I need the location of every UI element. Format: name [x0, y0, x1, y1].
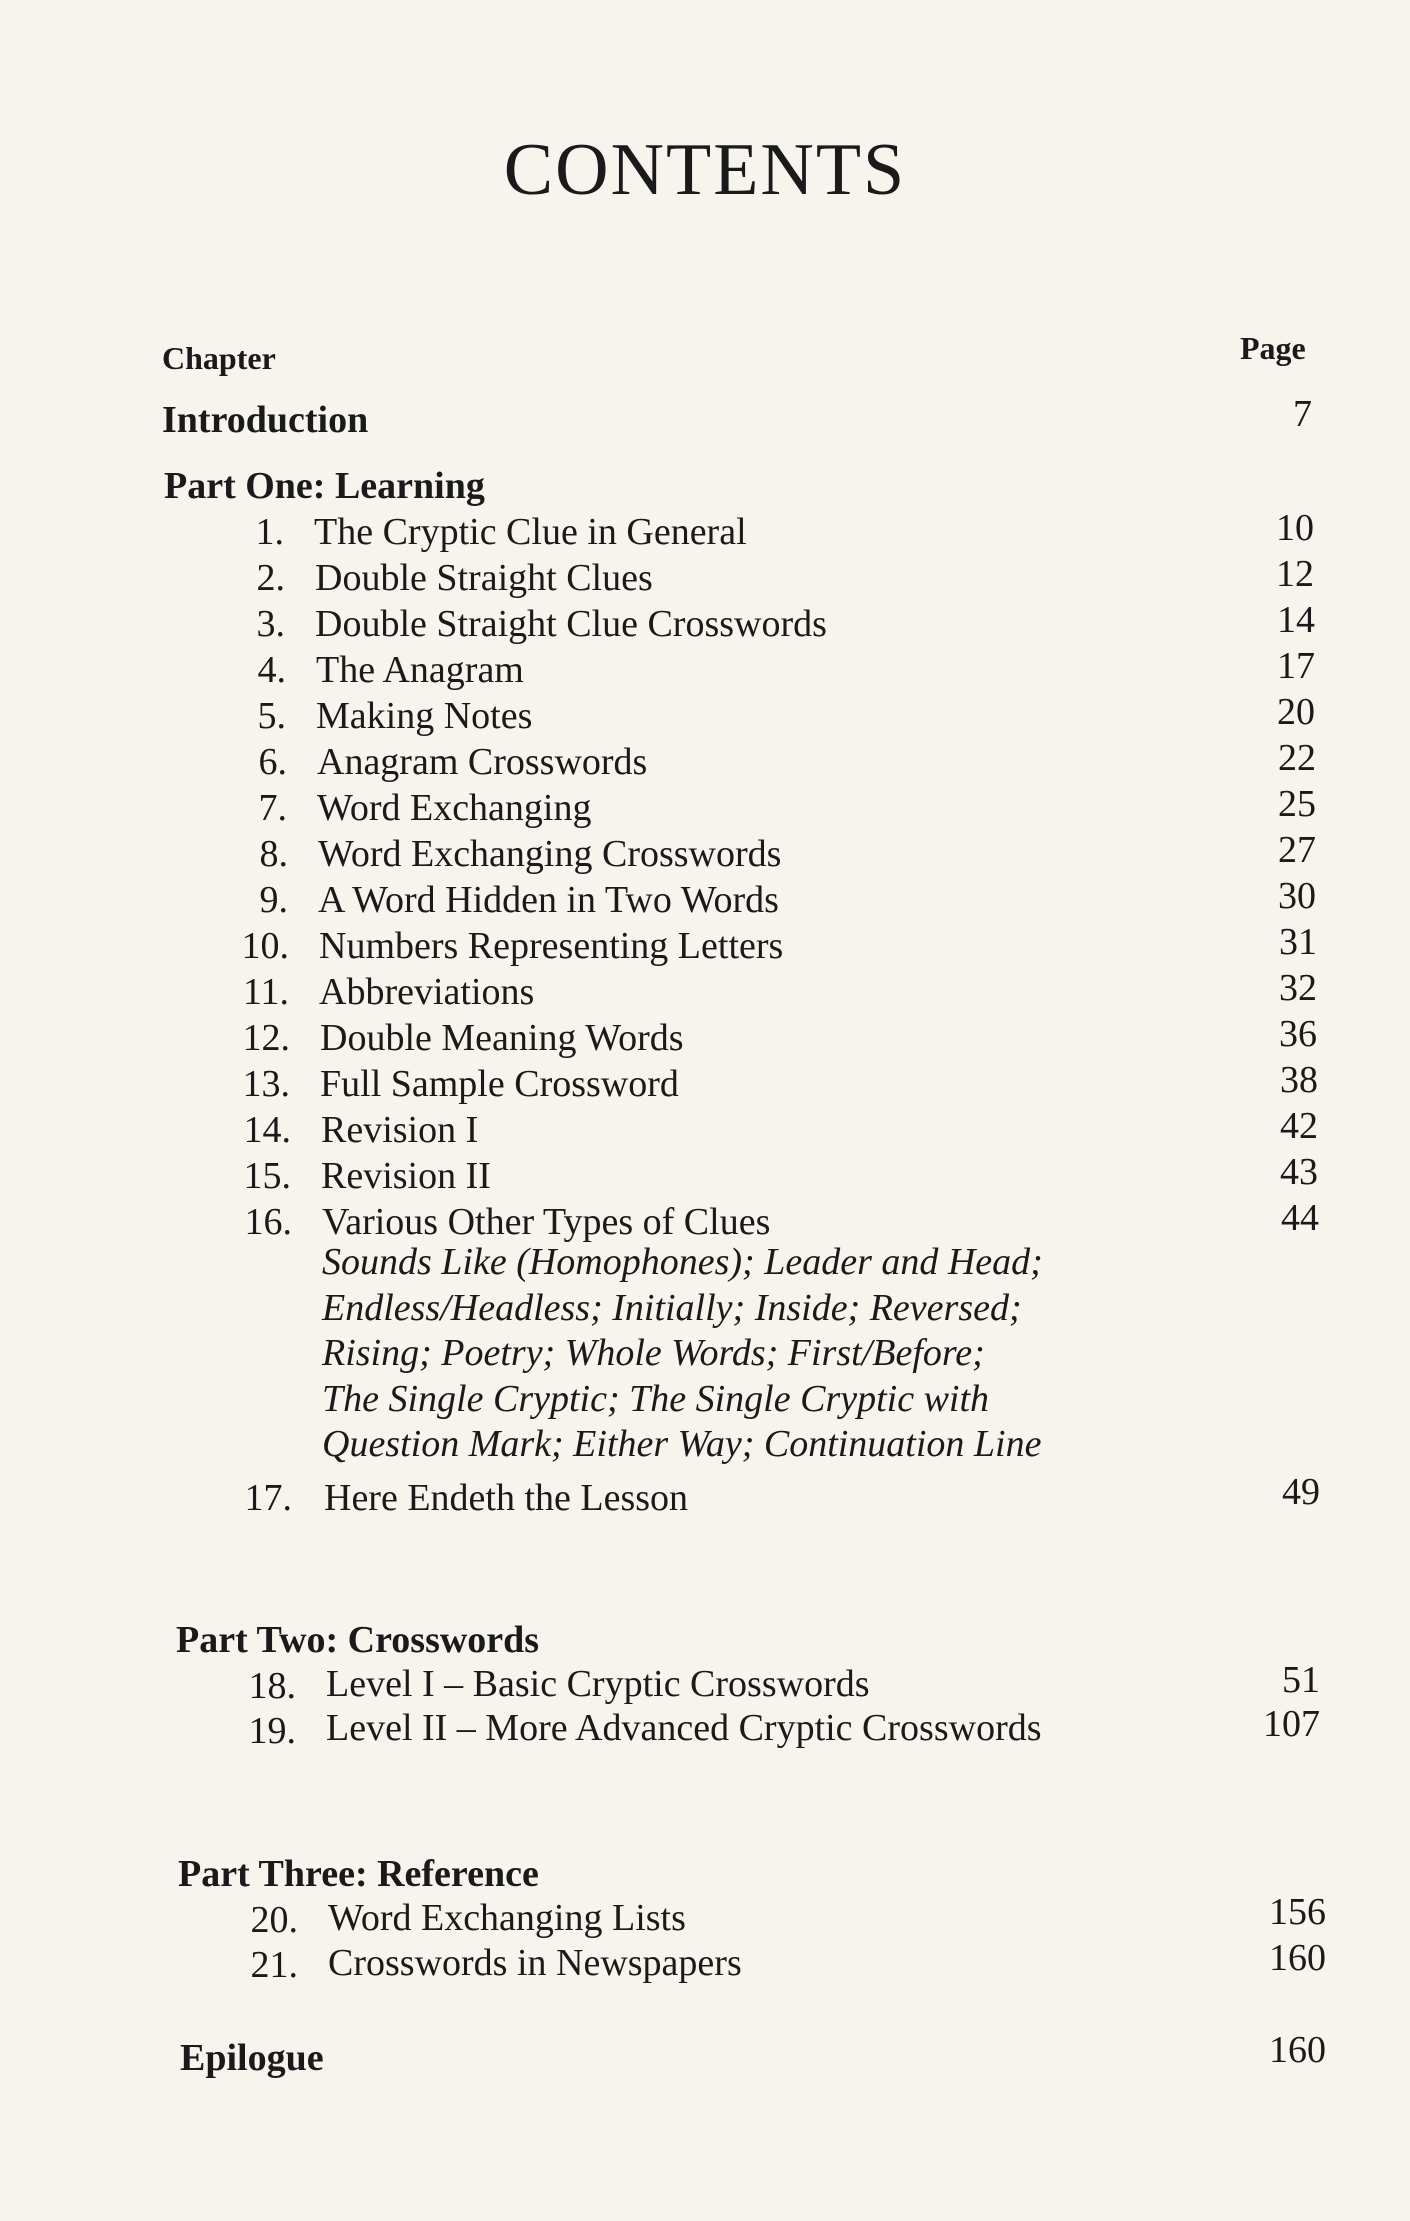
chapter-title: Here Endeth the Lesson: [324, 1477, 689, 1519]
chapter-page: 43: [1280, 1151, 1318, 1193]
chapter-number: 4.: [257, 649, 286, 691]
chapter-number: 17.: [244, 1477, 292, 1519]
chapter-title: Crosswords in Newspapers: [328, 1942, 742, 1984]
chapter-page: 42: [1280, 1105, 1318, 1147]
chapter-number: 12.: [242, 1017, 290, 1059]
chapter-page: 27: [1278, 829, 1316, 871]
chapter-title: Level I – Basic Cryptic Crosswords: [326, 1663, 870, 1705]
chapter-16-description: [322, 1240, 1202, 1468]
part-one-heading: Part One: Learning: [164, 465, 485, 507]
description-line: Sounds Like (Homophones); Leader and Head;: [322, 1241, 1043, 1283]
description-line: Endless/Headless; Initially; Inside; Reversed;: [322, 1286, 1022, 1329]
chapter-title: Word Exchanging Crosswords: [318, 833, 782, 875]
chapter-number: 14.: [243, 1109, 291, 1151]
chapter-title: Word Exchanging Lists: [328, 1897, 686, 1939]
chapter-title: Revision I: [321, 1109, 479, 1151]
chapter-title: Anagram Crosswords: [317, 741, 648, 783]
page-title: CONTENTS: [503, 129, 907, 211]
chapter-number: 2.: [256, 557, 285, 599]
chapter-page: 20: [1277, 691, 1315, 733]
chapter-number: 19.: [248, 1710, 296, 1752]
chapter-number: 9.: [259, 879, 288, 921]
chapter-title: Double Meaning Words: [320, 1017, 684, 1059]
chapter-number: 3.: [256, 603, 285, 645]
chapter-page: 12: [1276, 553, 1314, 595]
chapter-number: 13.: [242, 1063, 290, 1105]
chapter-page: 32: [1279, 967, 1317, 1009]
chapter-page: 107: [1263, 1703, 1320, 1745]
chapter-page: 49: [1282, 1471, 1320, 1513]
chapter-number: 1.: [255, 511, 284, 553]
chapter-title: Full Sample Crossword: [320, 1063, 679, 1105]
chapter-page: 160: [1269, 1937, 1326, 1979]
epilogue-page: 160: [1269, 2029, 1326, 2071]
chapter-page: 38: [1280, 1059, 1318, 1101]
chapter-number: 10.: [241, 925, 289, 967]
chapter-page: 44: [1281, 1197, 1319, 1239]
chapter-page: 17: [1277, 645, 1315, 687]
chapter-page: 51: [1282, 1659, 1320, 1701]
introduction-label: Introduction: [162, 399, 369, 441]
epilogue-label: Epilogue: [180, 2037, 324, 2079]
chapter-title: Revision II: [321, 1155, 491, 1197]
page-column-header: Page: [1240, 330, 1306, 366]
chapter-title: Double Straight Clues: [315, 557, 653, 599]
description-line: The Single Cryptic; The Single Cryptic with: [322, 1377, 990, 1420]
chapter-title: Abbreviations: [319, 971, 535, 1013]
introduction-page: 7: [1293, 393, 1312, 435]
chapter-page: 10: [1276, 507, 1314, 549]
chapter-number: 7.: [258, 787, 287, 829]
chapter-title: Making Notes: [316, 695, 533, 737]
chapter-number: 6.: [258, 741, 287, 783]
chapter-page: 22: [1278, 737, 1316, 779]
chapter-number: 5.: [257, 695, 286, 737]
chapter-page: 36: [1279, 1013, 1317, 1055]
part-two-heading: Part Two: Crosswords: [176, 1619, 540, 1661]
chapter-title: A Word Hidden in Two Words: [318, 879, 779, 921]
chapter-page: 30: [1278, 875, 1316, 917]
chapter-number: 18.: [248, 1665, 296, 1707]
chapter-number: 21.: [250, 1944, 298, 1986]
chapter-page: 25: [1278, 783, 1316, 825]
chapter-title: Level II – More Advanced Cryptic Crosswords: [326, 1707, 1042, 1749]
chapter-page: 14: [1277, 599, 1315, 641]
chapter-page: 156: [1269, 1891, 1326, 1933]
chapter-title: Numbers Representing Letters: [319, 925, 784, 967]
chapter-number: 16.: [244, 1201, 292, 1243]
description-line: Rising; Poetry; Whole Words; First/Before;: [322, 1332, 985, 1374]
chapter-title: Various Other Types of Clues: [322, 1201, 771, 1243]
description-line: Question Mark; Either Way; Continuation Line: [322, 1423, 1042, 1465]
chapter-number: 8.: [259, 833, 288, 875]
chapter-number: 20.: [250, 1899, 298, 1941]
part-three-heading: Part Three: Reference: [178, 1853, 539, 1895]
chapter-title: Word Exchanging: [317, 787, 592, 829]
chapter-title: The Anagram: [316, 649, 524, 691]
chapter-column-header: Chapter: [162, 340, 276, 376]
chapter-title: The Cryptic Clue in General: [314, 511, 747, 553]
chapter-page: 31: [1279, 921, 1317, 963]
chapter-title: Double Straight Clue Crosswords: [315, 603, 827, 645]
chapter-number: 11.: [242, 971, 289, 1013]
chapter-number: 15.: [243, 1155, 291, 1197]
